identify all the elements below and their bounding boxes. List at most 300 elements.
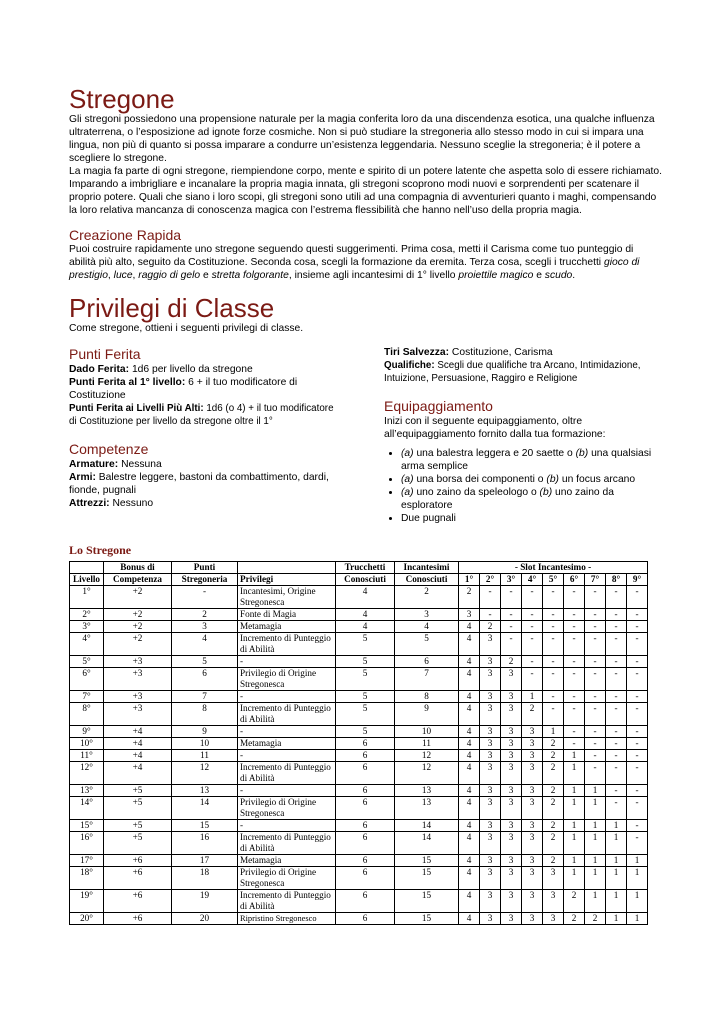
- table-cell: 5: [336, 691, 395, 703]
- first-level-hp-line: [69, 376, 334, 402]
- table-cell: -: [585, 621, 606, 633]
- table-cell: 3: [480, 691, 501, 703]
- table-cell: -: [627, 668, 648, 691]
- proficiencies-heading: Competenze: [69, 441, 149, 457]
- table-cell: 1: [627, 867, 648, 890]
- table-row: [70, 668, 648, 691]
- table-cell: -: [564, 738, 585, 750]
- armor-value: Nessuna: [118, 459, 162, 470]
- table-cell: 15: [395, 890, 459, 913]
- separator: ,: [107, 270, 114, 281]
- table-cell: 13°: [70, 785, 104, 797]
- table-cell: 8: [172, 703, 238, 726]
- table-cell: 1: [606, 913, 627, 925]
- weapons-label: Armi:: [69, 472, 96, 483]
- hit-points-heading: Punti Ferita: [69, 346, 141, 362]
- separator: ,: [132, 270, 139, 281]
- table-cell: 4: [459, 633, 480, 656]
- table-header-cell: Incantesimi: [395, 562, 459, 574]
- table-cell: 6: [336, 890, 395, 913]
- table-cell: 3: [480, 762, 501, 785]
- table-cell: +2: [104, 621, 172, 633]
- spell-name: gioco di prestigio: [69, 257, 640, 281]
- table-cell: -: [627, 738, 648, 750]
- equipment-item: [401, 473, 664, 486]
- table-cell: 6: [336, 820, 395, 832]
- saving-throws-label: Tiri Salvezza:: [384, 347, 450, 358]
- table-cell: 3: [501, 703, 522, 726]
- spell-name: scudo: [544, 270, 573, 281]
- spell-name: luce: [113, 270, 133, 281]
- table-cell: 2: [172, 609, 238, 621]
- table-cell: 17: [172, 855, 238, 867]
- table-cell: 13: [172, 785, 238, 797]
- skills-line: [384, 359, 664, 385]
- table-cell: 1°: [70, 586, 104, 609]
- table-cell: 20: [172, 913, 238, 925]
- table-cell: 3: [480, 668, 501, 691]
- table-cell: -: [585, 762, 606, 785]
- table-cell: -: [606, 726, 627, 738]
- table-header-cell: 2°: [480, 574, 501, 586]
- table-cell: 3°: [70, 621, 104, 633]
- option-a: (a): [401, 474, 414, 485]
- table-cell: 2: [543, 762, 564, 785]
- left-column: [69, 346, 334, 510]
- table-cell: 3: [501, 797, 522, 820]
- table-cell: -: [627, 832, 648, 855]
- table-cell: 4: [459, 691, 480, 703]
- table-row: [70, 762, 648, 785]
- period: .: [572, 270, 576, 281]
- table-cell: 4: [172, 633, 238, 656]
- table-cell: -: [606, 668, 627, 691]
- table-cell: 3: [501, 855, 522, 867]
- table-cell: +6: [104, 867, 172, 890]
- quick-build-text-b: , insieme agli incantesimi di 1° livello: [288, 270, 459, 281]
- table-cell: 13: [395, 785, 459, 797]
- table-header-cell: [70, 562, 104, 574]
- tools-label: Attrezzi:: [69, 498, 110, 509]
- quick-build-text: [69, 243, 663, 282]
- table-cell: 3: [522, 785, 543, 797]
- option-text: uno zaino da speleologo o: [413, 487, 540, 498]
- armor-line: [69, 458, 334, 471]
- table-cell: 5: [172, 656, 238, 668]
- table-cell: 15: [172, 820, 238, 832]
- option-b: (b): [575, 448, 589, 459]
- table-cell: -: [564, 621, 585, 633]
- table-cell: +3: [104, 691, 172, 703]
- table-cell: -: [543, 586, 564, 609]
- table-cell: 3: [501, 785, 522, 797]
- table-cell: 3: [501, 867, 522, 890]
- equipment-list: [384, 447, 664, 525]
- table-cell: 18°: [70, 867, 104, 890]
- table-cell: 3: [522, 913, 543, 925]
- table-cell: 1: [564, 785, 585, 797]
- table-cell: 1: [606, 890, 627, 913]
- table-header-cell: 3°: [501, 574, 522, 586]
- table-cell: +2: [104, 609, 172, 621]
- table-cell: 1: [585, 867, 606, 890]
- table-cell: -: [606, 691, 627, 703]
- table-cell: 3: [522, 750, 543, 762]
- table-cell: -: [627, 609, 648, 621]
- table-cell: 4: [459, 797, 480, 820]
- table-cell: -: [585, 656, 606, 668]
- table-cell: 10: [172, 738, 238, 750]
- table-body: [70, 586, 648, 925]
- tools-value: Nessuno: [109, 498, 154, 509]
- table-row: [70, 656, 648, 668]
- table-cell: 5°: [70, 656, 104, 668]
- table-cell: +5: [104, 797, 172, 820]
- table-cell: 2: [564, 890, 585, 913]
- table-cell: 3: [501, 738, 522, 750]
- table-cell: 3: [501, 750, 522, 762]
- table-cell: 4: [459, 785, 480, 797]
- skills-label: Qualifiche:: [384, 360, 435, 371]
- table-cell: +4: [104, 762, 172, 785]
- table-cell: 1: [564, 832, 585, 855]
- table-cell: 12°: [70, 762, 104, 785]
- table-cell: 3: [459, 609, 480, 621]
- table-cell: 5: [336, 668, 395, 691]
- table-cell: 4: [336, 621, 395, 633]
- table-row: [70, 750, 648, 762]
- table-cell: -: [564, 703, 585, 726]
- table-cell: -: [238, 750, 336, 762]
- equipment-heading: Equipaggiamento: [384, 398, 493, 414]
- table-cell: +2: [104, 633, 172, 656]
- table-cell: 2: [522, 703, 543, 726]
- table-row: [70, 867, 648, 890]
- table-cell: 8: [395, 691, 459, 703]
- table-cell: 3: [522, 867, 543, 890]
- table-cell: 2: [543, 738, 564, 750]
- table-cell: -: [238, 820, 336, 832]
- table-cell: -: [522, 586, 543, 609]
- table-cell: 4°: [70, 633, 104, 656]
- table-cell: 2: [543, 820, 564, 832]
- table-cell: 2: [459, 586, 480, 609]
- spell-name: raggio di gelo: [138, 270, 201, 281]
- table-cell: -: [627, 762, 648, 785]
- table-cell: 1: [564, 820, 585, 832]
- table-header-cell: [238, 562, 336, 574]
- table-cell: +5: [104, 832, 172, 855]
- table-cell: 2: [480, 621, 501, 633]
- table-cell: 18: [172, 867, 238, 890]
- table-cell: +4: [104, 738, 172, 750]
- table-cell: Incremento di Punteggio di Abilità: [238, 633, 336, 656]
- table-cell: 4: [459, 738, 480, 750]
- table-cell: 4: [336, 609, 395, 621]
- table-cell: 20°: [70, 913, 104, 925]
- table-cell: 2: [543, 797, 564, 820]
- table-cell: Ripristino Stregonesco: [238, 913, 336, 925]
- table-header-cell: Bonus di: [104, 562, 172, 574]
- table-cell: 3: [501, 691, 522, 703]
- table-cell: -: [627, 785, 648, 797]
- table-cell: 3: [501, 820, 522, 832]
- table-cell: 1: [585, 820, 606, 832]
- table-cell: -: [564, 586, 585, 609]
- table-cell: -: [564, 633, 585, 656]
- table-cell: -: [627, 633, 648, 656]
- table-cell: -: [627, 586, 648, 609]
- table-cell: 6: [395, 656, 459, 668]
- table-cell: 4: [459, 762, 480, 785]
- table-header-cell: Punti: [172, 562, 238, 574]
- table-cell: 3: [480, 633, 501, 656]
- table-cell: -: [564, 656, 585, 668]
- table-row: [70, 820, 648, 832]
- table-cell: 4: [459, 890, 480, 913]
- table-cell: 12: [395, 750, 459, 762]
- equipment-item: • Due pugnali: [401, 512, 664, 525]
- table-cell: 12: [172, 762, 238, 785]
- table-cell: -: [238, 785, 336, 797]
- armor-label: Armature:: [69, 459, 119, 470]
- option-b: (b): [546, 474, 559, 485]
- table-cell: 3: [172, 621, 238, 633]
- table-cell: -: [627, 820, 648, 832]
- table-row: [70, 855, 648, 867]
- class-features-subtitle: Come stregone, ottieni i seguenti privilegi di classe.: [69, 323, 304, 334]
- table-cell: 3: [522, 832, 543, 855]
- table-cell: Incremento di Punteggio di Abilità: [238, 762, 336, 785]
- table-cell: -: [543, 609, 564, 621]
- table-cell: 3: [522, 738, 543, 750]
- table-cell: 3: [501, 668, 522, 691]
- table-cell: 14: [395, 820, 459, 832]
- table-cell: -: [480, 609, 501, 621]
- table-cell: +5: [104, 820, 172, 832]
- table-cell: 6: [336, 750, 395, 762]
- table-cell: -: [606, 586, 627, 609]
- table-cell: 3: [522, 855, 543, 867]
- table-cell: 14: [172, 797, 238, 820]
- table-cell: -: [522, 656, 543, 668]
- table-row: [70, 890, 648, 913]
- table-row: [70, 633, 648, 656]
- table-cell: 6: [336, 738, 395, 750]
- table-cell: -: [606, 750, 627, 762]
- table-cell: 19: [172, 890, 238, 913]
- intro-section: [69, 113, 663, 217]
- table-cell: +6: [104, 913, 172, 925]
- equipment-item: [401, 486, 664, 512]
- table-header-cell: 9°: [627, 574, 648, 586]
- table-cell: 1: [585, 855, 606, 867]
- table-cell: -: [606, 762, 627, 785]
- table-row: [70, 609, 648, 621]
- table-row: [70, 797, 648, 820]
- table-cell: -: [564, 609, 585, 621]
- table-cell: 10: [395, 726, 459, 738]
- table-cell: Incantesimi, Origine Stregonesca: [238, 586, 336, 609]
- table-cell: 6°: [70, 668, 104, 691]
- table-cell: Metamagia: [238, 738, 336, 750]
- table-cell: 6: [336, 832, 395, 855]
- table-cell: 4: [459, 913, 480, 925]
- table-cell: Incremento di Punteggio di Abilità: [238, 832, 336, 855]
- class-features-heading: Privilegi di Classe: [69, 293, 275, 323]
- saving-throws-line: [384, 346, 664, 359]
- table-header-cell: 4°: [522, 574, 543, 586]
- table-cell: 3: [501, 890, 522, 913]
- table-cell: 3: [501, 913, 522, 925]
- table-header-cell: Livello: [70, 574, 104, 586]
- table-cell: 3: [522, 797, 543, 820]
- table-cell: -: [585, 668, 606, 691]
- table-cell: 3: [480, 832, 501, 855]
- table-cell: 9: [172, 726, 238, 738]
- table-cell: 4: [459, 668, 480, 691]
- table-cell: -: [585, 609, 606, 621]
- table-cell: 15°: [70, 820, 104, 832]
- table-cell: -: [501, 621, 522, 633]
- table-cell: 2: [543, 832, 564, 855]
- table-row: [70, 913, 648, 925]
- table-cell: 4: [459, 750, 480, 762]
- table-cell: 1: [564, 855, 585, 867]
- table-cell: 1: [606, 820, 627, 832]
- table-cell: 6: [172, 668, 238, 691]
- table-cell: 3: [480, 890, 501, 913]
- table-cell: -: [172, 586, 238, 609]
- weapons-line: [69, 471, 334, 497]
- table-cell: 19°: [70, 890, 104, 913]
- table-cell: -: [522, 609, 543, 621]
- table-cell: -: [585, 633, 606, 656]
- table-cell: 4: [459, 820, 480, 832]
- table-cell: 16: [172, 832, 238, 855]
- table-cell: 17°: [70, 855, 104, 867]
- table-cell: -: [522, 633, 543, 656]
- table-cell: -: [585, 726, 606, 738]
- table-cell: -: [585, 750, 606, 762]
- table-cell: -: [627, 691, 648, 703]
- table-cell: 4: [395, 621, 459, 633]
- table-cell: 4: [459, 867, 480, 890]
- table-cell: 1: [606, 855, 627, 867]
- table-cell: 1: [585, 797, 606, 820]
- table-cell: 12: [395, 762, 459, 785]
- higher-level-hp-line: [69, 402, 334, 428]
- table-cell: -: [564, 691, 585, 703]
- table-cell: 2: [564, 913, 585, 925]
- table-cell: 1: [522, 691, 543, 703]
- sorcerer-table: [69, 561, 648, 925]
- table-cell: -: [564, 668, 585, 691]
- table-cell: 4: [459, 855, 480, 867]
- table-cell: 4: [459, 726, 480, 738]
- right-column: [384, 346, 664, 525]
- table-cell: 1: [564, 750, 585, 762]
- table-cell: -: [501, 609, 522, 621]
- table-cell: -: [543, 703, 564, 726]
- table-header-cell: Competenza: [104, 574, 172, 586]
- table-header-cell: 1°: [459, 574, 480, 586]
- hit-dice-label: Dado Ferita:: [69, 364, 130, 375]
- quick-build-text-a: Puoi costruire rapidamente uno stregone seguendo questi suggerimenti. Prima cosa, metti il Carisma come tuo punteggio di abilità più alto, seguito da Costituzione. Seconda cosa, scegli la formazione da eremita. Terza cosa, scegli i trucchetti: [69, 244, 634, 268]
- table-cell: -: [543, 668, 564, 691]
- table-cell: -: [606, 656, 627, 668]
- table-cell: 5: [336, 656, 395, 668]
- table-cell: -: [606, 703, 627, 726]
- table-cell: 11°: [70, 750, 104, 762]
- table-header-cell: 7°: [585, 574, 606, 586]
- table-cell: -: [606, 785, 627, 797]
- spell-slots-header: - Slot Incantesimo -: [459, 562, 648, 574]
- table-cell: -: [606, 633, 627, 656]
- table-cell: -: [606, 738, 627, 750]
- table-row: [70, 586, 648, 609]
- table-cell: Privilegio di Origine Stregonesca: [238, 797, 336, 820]
- table-row: [70, 738, 648, 750]
- table-cell: 6: [336, 855, 395, 867]
- table-cell: 6: [336, 797, 395, 820]
- table-cell: +6: [104, 855, 172, 867]
- table-cell: 3: [480, 820, 501, 832]
- table-cell: 1: [585, 832, 606, 855]
- table-cell: Incremento di Punteggio di Abilità: [238, 703, 336, 726]
- spell-name: proiettile magico: [458, 270, 534, 281]
- table-cell: 14: [395, 832, 459, 855]
- table-cell: 6: [336, 913, 395, 925]
- option-a: (a): [401, 448, 414, 459]
- equipment-item: [401, 447, 664, 473]
- table-cell: 4: [459, 832, 480, 855]
- table-cell: -: [606, 797, 627, 820]
- table-cell: 3: [522, 890, 543, 913]
- table-cell: 3: [480, 656, 501, 668]
- table-cell: 3: [543, 913, 564, 925]
- table-cell: Privilegio di Origine Stregonesca: [238, 867, 336, 890]
- table-cell: 2: [501, 656, 522, 668]
- table-cell: 2: [543, 785, 564, 797]
- table-row: [70, 621, 648, 633]
- table-cell: +3: [104, 703, 172, 726]
- table-cell: -: [238, 726, 336, 738]
- hit-dice-line: [69, 363, 334, 376]
- table-cell: 3: [543, 890, 564, 913]
- table-cell: -: [627, 797, 648, 820]
- first-level-hp-value: 6 + il tuo modificatore di Costituzione: [69, 377, 298, 401]
- table-cell: 5: [336, 726, 395, 738]
- table-cell: 7: [172, 691, 238, 703]
- table-cell: 10°: [70, 738, 104, 750]
- table-cell: 9°: [70, 726, 104, 738]
- table-header-cell: 5°: [543, 574, 564, 586]
- table-cell: -: [522, 621, 543, 633]
- table-cell: 1: [564, 797, 585, 820]
- table-cell: -: [543, 621, 564, 633]
- option-text: una borsa dei componenti o: [413, 474, 547, 485]
- table-cell: -: [585, 586, 606, 609]
- higher-level-hp-value: 1d6 (o 4) + il tuo modificatore di Costituzione per livello da stregone oltre il 1°: [69, 403, 334, 427]
- table-cell: 3: [480, 703, 501, 726]
- tools-line: [69, 497, 334, 510]
- table-cell: 8°: [70, 703, 104, 726]
- table-cell: 3: [395, 609, 459, 621]
- table-cell: 5: [336, 633, 395, 656]
- table-cell: 3: [480, 750, 501, 762]
- table-cell: 3: [501, 832, 522, 855]
